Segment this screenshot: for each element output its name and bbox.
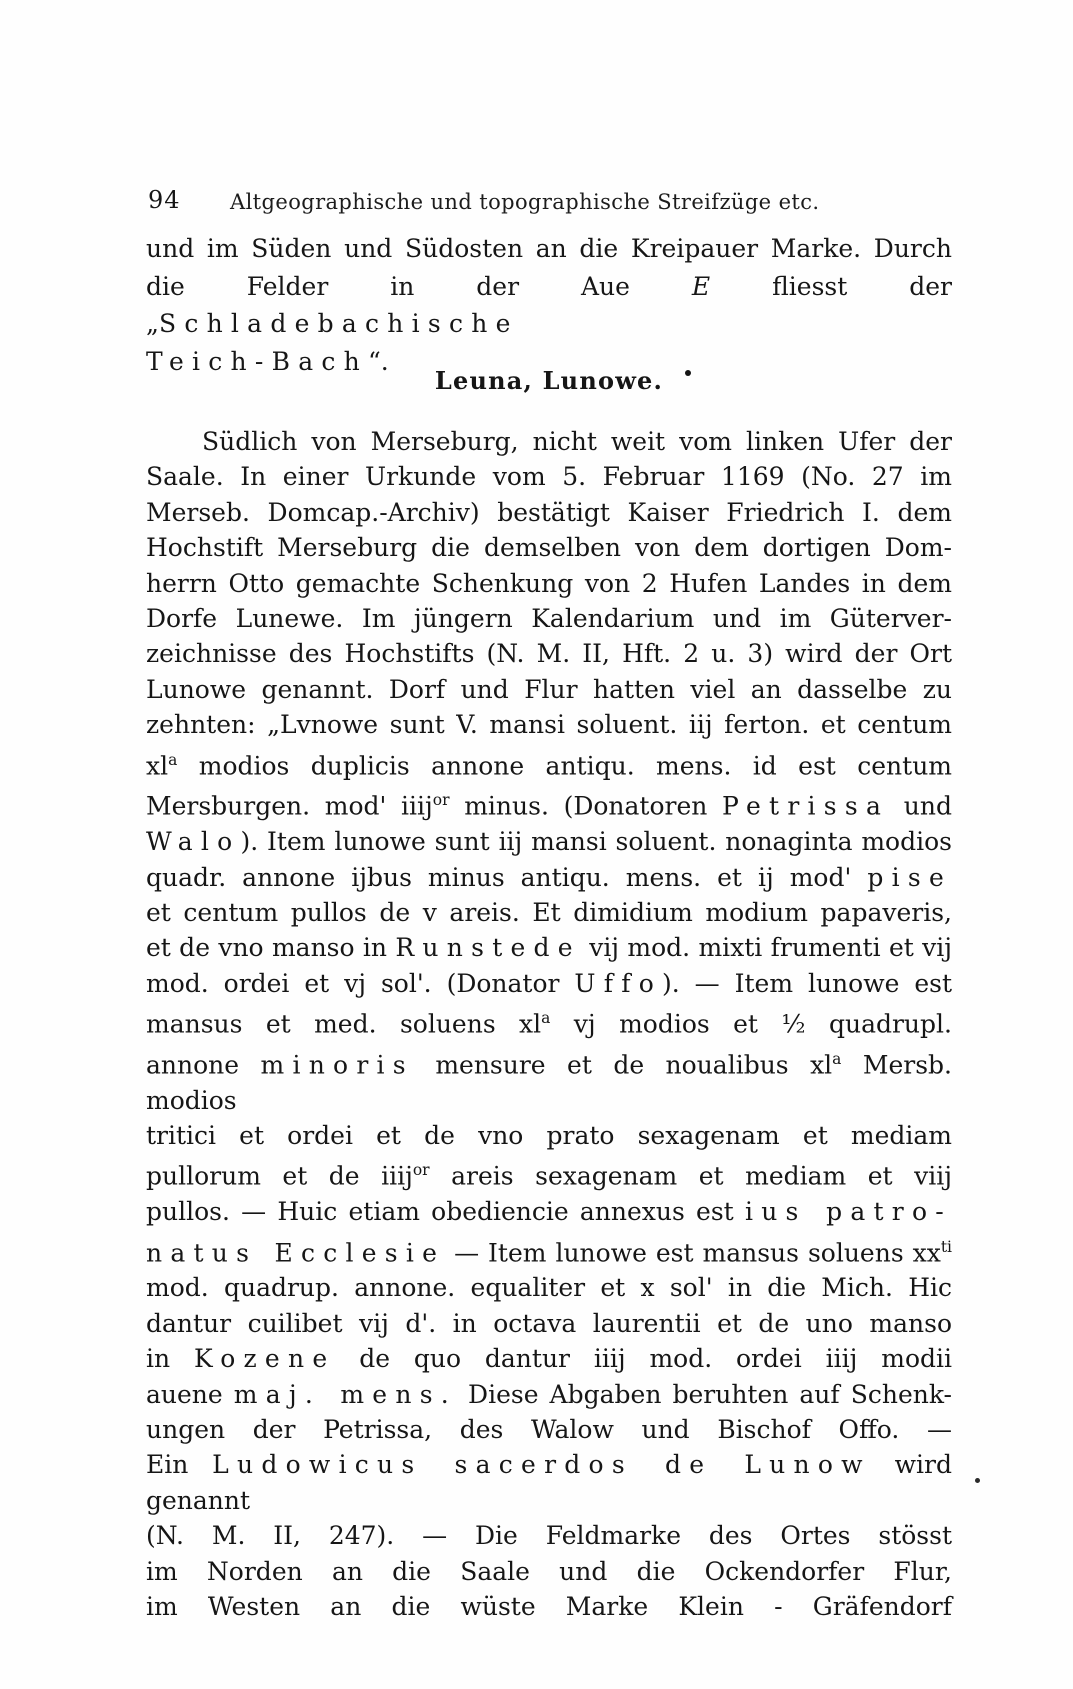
text-segment: dantur cuilibet vij d'. in octava laurentii et de uno manso (146, 1308, 952, 1338)
text-line (146, 1589, 952, 1624)
text-line (146, 1341, 952, 1376)
text-segment: areis sexagenam et mediam et viij (429, 1161, 952, 1191)
text-segment: “. (367, 346, 389, 376)
text-segment: vj modios et ½ quadrupl. (550, 1009, 952, 1039)
text-segment: wird genannt (146, 1450, 953, 1515)
superscript-text: a (541, 1009, 551, 1028)
text-line (146, 459, 952, 494)
text-segment: Mersb. modios (146, 1050, 952, 1115)
letterspaced-text: Teich-Bach (146, 346, 368, 376)
text-segment: ). — Item lunowe est (662, 968, 953, 998)
text-segment: Ein (146, 1450, 213, 1480)
text-segment: mod. quadrup. annone. equaliter et x sol' in die Mich. Hic (146, 1273, 952, 1303)
letterspaced-text: maj. mens. (233, 1379, 457, 1409)
section-heading-row (146, 366, 952, 395)
text-segment: xl (146, 750, 169, 780)
running-title: Altgeographische und topographische Streifzüge etc. (230, 190, 820, 214)
text-segment: Hochstift Merseburg die demselben von dem dortigen Dom- (146, 533, 952, 563)
letterspaced-text: Kozene (193, 1344, 336, 1374)
text-line (146, 495, 952, 530)
text-line (146, 1554, 952, 1589)
text-line (146, 1230, 952, 1271)
text-line (146, 1042, 952, 1118)
text-segment: in (146, 1344, 194, 1374)
text-segment: (N. M. II, 247). — Die Feldmarke des Ortes stösst (146, 1521, 952, 1551)
text-segment: Lunowe genannt. Dorf und Flur hatten viel an dasselbe zu (146, 674, 952, 704)
letterspaced-text: Ludowicus sacerdos de Lunow (212, 1450, 871, 1480)
text-block (146, 186, 953, 1621)
letterspaced-text: minoris (260, 1050, 414, 1080)
letterspaced-text: Walo (146, 827, 241, 857)
text-line (146, 1377, 952, 1412)
italic-text: E (691, 271, 711, 301)
text-segment: — Item lunowe est mansus soluens xx (445, 1237, 941, 1267)
text-line (146, 530, 952, 565)
text-line (146, 824, 952, 859)
text-line (146, 1001, 952, 1042)
letterspaced-text: Petrissa (722, 791, 890, 821)
text-segment: annone (146, 1050, 261, 1080)
text-line (146, 566, 952, 601)
text-segment: ). Item lunowe sunt iij mansi soluent. nonaginta modios (240, 827, 952, 857)
ink-speck-icon (975, 1478, 980, 1483)
text-segment: pullos. — Huic etiam obediencie annexus est (146, 1197, 745, 1227)
text-segment: Merseb. Domcap.-Archiv) bestätigt Kaiser Friedrich I. dem (146, 497, 952, 527)
text-line (146, 707, 952, 742)
section-heading-text: Leuna, Lunowe. (434, 366, 664, 395)
text-line (146, 895, 952, 930)
superscript-text: or (412, 1161, 430, 1180)
text-segment: quadr. annone ijbus minus antiqu. mens. et ij mod' (146, 862, 868, 892)
text-line (146, 743, 952, 784)
body-paragraph (146, 424, 952, 1624)
text-line (146, 268, 952, 343)
text-segment: pullorum et de iiij (146, 1161, 413, 1191)
text-segment: im Norden an die Saale und die Ockendorfer Flur, (146, 1556, 952, 1586)
text-segment: Südlich von Merseburg, nicht weit vom linken Ufer der (202, 427, 952, 456)
text-line (146, 601, 952, 636)
text-line (146, 636, 952, 671)
superscript-text: ti (940, 1237, 953, 1256)
text-line (146, 860, 952, 895)
letterspaced-text: pise (867, 862, 952, 892)
text-segment: zehnten: „Lvnowe sunt V. mansi soluent. iij ferton. et centum (146, 710, 952, 740)
text-segment: Saale. In einer Urkunde vom 5. Februar 1169 (No. 27 im (146, 462, 952, 492)
text-line (146, 1153, 952, 1194)
text-line (146, 1194, 952, 1229)
text-segment: et de vno manso in (146, 933, 396, 963)
text-segment: ungen der Petrissa, des Walow und Bischof Offo. — (146, 1414, 952, 1444)
text-segment: modios duplicis annone antiqu. mens. id est centum (177, 750, 952, 780)
running-head (146, 186, 952, 218)
text-segment: die Felder in der Aue (146, 271, 692, 301)
text-segment: herrn Otto gemachte Schenkung von 2 Hufen Landes in dem (146, 568, 952, 598)
text-segment: mensure et de noualibus xl (413, 1050, 833, 1080)
page-number: 94 (148, 186, 181, 214)
section-heading (435, 366, 663, 395)
text-line (146, 672, 952, 707)
text-segment: auene (146, 1379, 234, 1409)
text-segment: und (889, 791, 952, 821)
text-line (146, 1270, 952, 1305)
text-line (146, 1447, 952, 1518)
text-segment: fliesst der „ (146, 271, 952, 338)
superscript-text: a (168, 750, 178, 769)
text-line (146, 966, 952, 1001)
superscript-text: or (432, 791, 450, 810)
text-line (146, 1518, 952, 1553)
text-segment: zeichnisse des Hochstifts (N. M. II, Hft. 2 u. 3) wird der Ort (146, 639, 952, 669)
intro-paragraph (146, 230, 952, 380)
footnote-dot-icon (685, 370, 691, 376)
text-segment: mod. ordei et vj sol'. (Donator (146, 968, 575, 998)
letterspaced-text: Runstede (395, 933, 581, 963)
text-line (146, 1118, 952, 1153)
text-line (146, 1306, 952, 1341)
text-line (146, 1412, 952, 1447)
text-segment: tritici et ordei et de vno prato sexagenam et mediam (146, 1121, 952, 1151)
text-segment: im Westen an die wüste Marke Klein - Gräfendorf (146, 1591, 952, 1621)
text-segment: minus. (Donatoren (449, 791, 723, 821)
text-segment: et centum pullos de v areis. Et dimidium modium papaveris, (146, 897, 952, 927)
superscript-text: a (832, 1049, 842, 1068)
text-line (146, 783, 952, 824)
letterspaced-text: Schladebachische (158, 309, 519, 338)
text-segment: Dorfe Lunewe. Im jüngern Kalendarium und im Güterver- (146, 604, 952, 634)
text-segment: de quo dantur iiij mod. ordei iiij modii (335, 1344, 952, 1374)
text-segment: Diese Abgaben beruhten auf Schenk- (457, 1379, 952, 1409)
letterspaced-text: natus Ecclesie (146, 1237, 446, 1267)
text-line (146, 424, 952, 459)
text-segment: vij mod. mixti frumenti et vij (580, 933, 953, 963)
text-line (146, 930, 952, 965)
text-segment: und im Süden und Südosten an die Kreipauer Marke. Durch (146, 234, 952, 263)
text-line (146, 230, 952, 268)
text-segment: mansus et med. soluens xl (146, 1009, 542, 1039)
letterspaced-text: ius patro- (744, 1197, 953, 1227)
letterspaced-text: Uffo (574, 968, 663, 998)
text-segment: Mersburgen. mod' iiij (146, 791, 433, 821)
